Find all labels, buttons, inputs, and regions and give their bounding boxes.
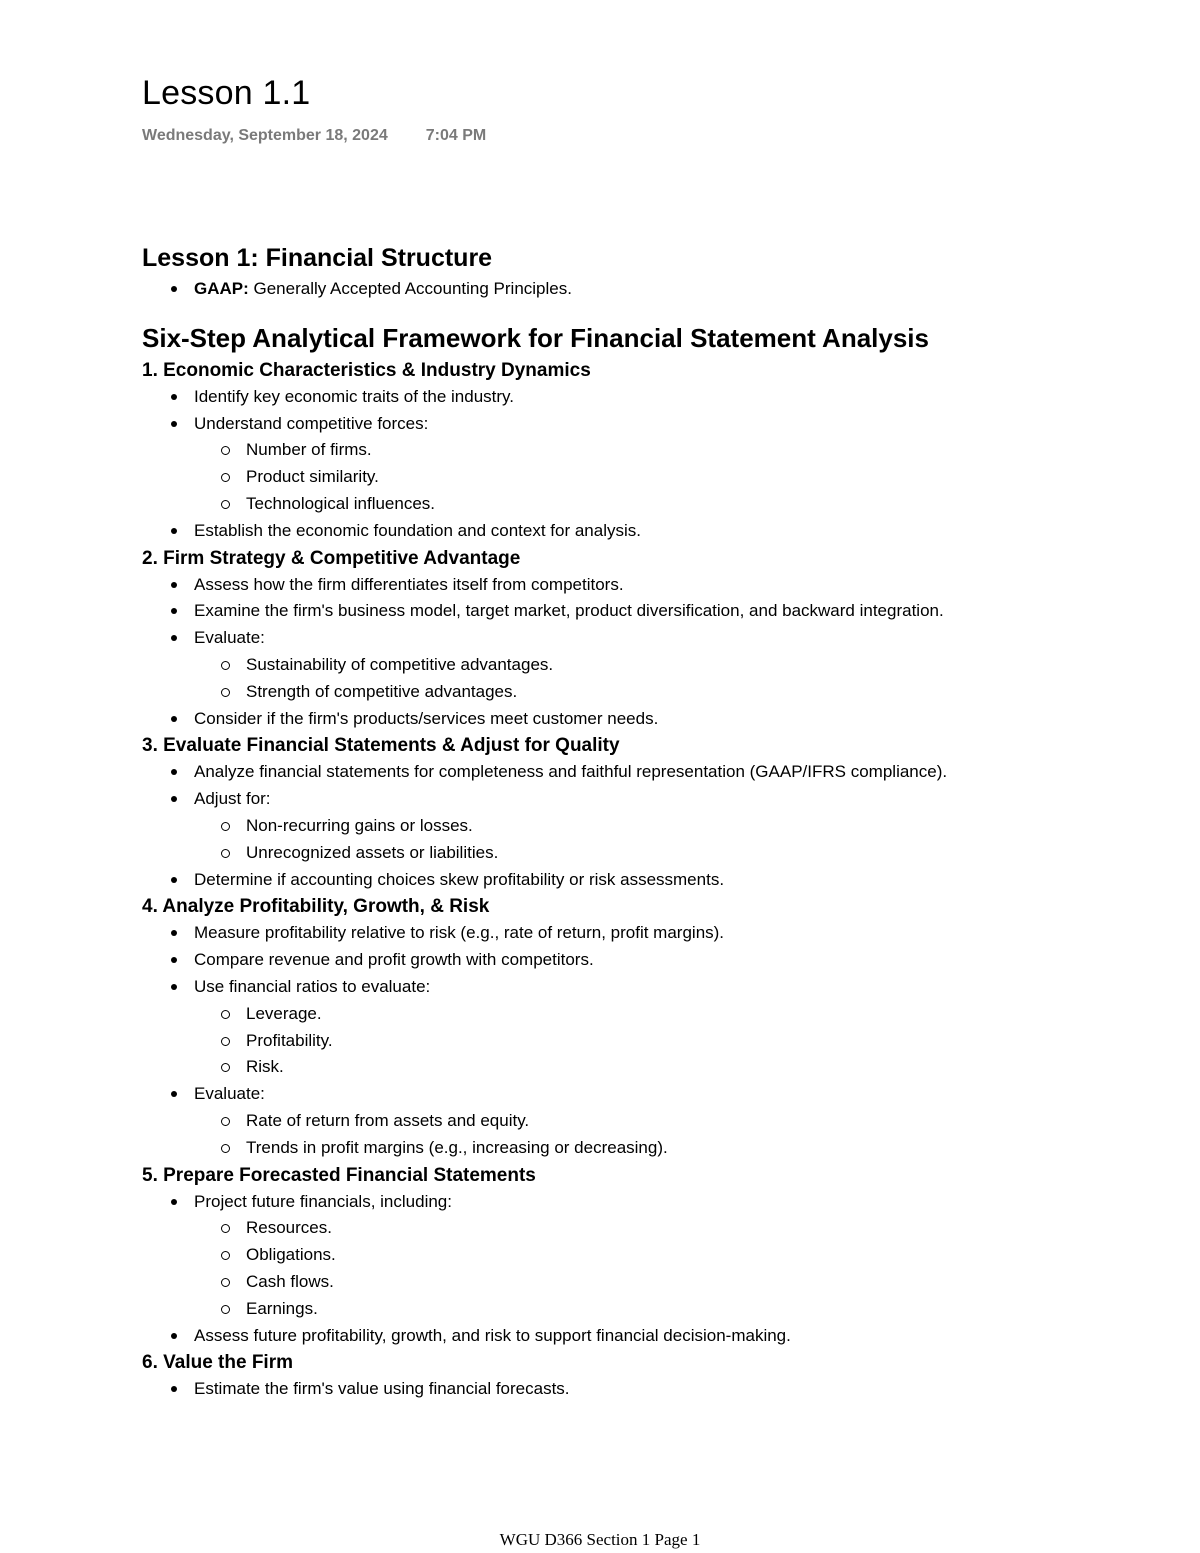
- step-heading: 1. Economic Characteristics & Industry Dynamics: [142, 359, 591, 381]
- list-item: [194, 1081, 1022, 1161]
- page-title: Lesson 1.1: [142, 74, 311, 112]
- sub-list-item: Non-recurring gains or losses.: [246, 813, 1022, 840]
- note-content: [142, 240, 1022, 1403]
- step-list: [142, 384, 1022, 545]
- list-item-text: Estimate the firm's value using financial forecasts.: [194, 1379, 570, 1399]
- list-item: [194, 947, 1022, 974]
- page-time: 7:04 PM: [425, 127, 487, 144]
- list-item-text: Identify key economic traits of the industry.: [194, 386, 514, 406]
- sub-list: [194, 652, 1022, 706]
- sub-list-item: Profitability.: [246, 1028, 1022, 1055]
- list-item: [194, 759, 1022, 786]
- sub-list-item: Product similarity.: [246, 464, 1022, 491]
- list-item: [194, 706, 1022, 733]
- sub-list-item: Leverage.: [246, 1001, 1022, 1028]
- step-heading: 5. Prepare Forecasted Financial Statements: [142, 1164, 536, 1186]
- list-item: [194, 276, 1022, 303]
- list-item-text: Evaluate:: [194, 628, 265, 648]
- sub-list-item: Strength of competitive advantages.: [246, 679, 1022, 706]
- sub-list-item: Rate of return from assets and equity.: [246, 1108, 1022, 1135]
- sub-list-item: Obligations.: [246, 1242, 1022, 1269]
- step-list: [142, 1376, 1022, 1403]
- list-item-text: Compare revenue and profit growth with competitors.: [194, 950, 594, 970]
- step-heading: 3. Evaluate Financial Statements & Adjust for Quality: [142, 735, 620, 757]
- step-list: [142, 1189, 1022, 1350]
- list-item-text: Assess how the firm differentiates itself from competitors.: [194, 574, 624, 594]
- sub-list: [194, 813, 1022, 867]
- list-item-text: Determine if accounting choices skew profitability or risk assessments.: [194, 869, 725, 889]
- list-item-text: Adjust for:: [194, 789, 271, 809]
- step-list: [142, 759, 1022, 893]
- list-item: [194, 1323, 1022, 1350]
- sub-list-item: Cash flows.: [246, 1269, 1022, 1296]
- list-item-text: Use financial ratios to evaluate:: [194, 976, 431, 996]
- list-item-text: Assess future profitability, growth, and risk to support financial decision-making.: [194, 1325, 791, 1345]
- steps-container: [142, 357, 1022, 1403]
- lesson-heading: Lesson 1: Financial Structure: [142, 244, 493, 272]
- list-item: [194, 384, 1022, 411]
- sub-list-item: Risk.: [246, 1054, 1022, 1081]
- list-item-text: Understand competitive forces:: [194, 413, 429, 433]
- sub-list: [194, 1108, 1022, 1162]
- list-item: [194, 598, 1022, 625]
- list-item-text: Analyze financial statements for completeness and faithful representation (GAAP/IFRS compliance).: [194, 762, 948, 782]
- step-heading: 4. Analyze Profitability, Growth, & Risk: [142, 896, 490, 918]
- sub-list-item: Resources.: [246, 1215, 1022, 1242]
- list-item-text: Measure profitability relative to risk (e.g., rate of return, profit margins).: [194, 923, 725, 943]
- sub-list: [194, 1001, 1022, 1081]
- sub-list-item: Trends in profit margins (e.g., increasing or decreasing).: [246, 1135, 1022, 1162]
- page-footer: WGU D366 Section 1 Page 1: [499, 1530, 701, 1549]
- list-item: [194, 411, 1022, 518]
- page-date: Wednesday, September 18, 2024: [142, 127, 388, 144]
- list-item-text: Establish the economic foundation and context for analysis.: [194, 520, 641, 540]
- sub-list-item: Number of firms.: [246, 437, 1022, 464]
- lesson-list: [142, 276, 1022, 303]
- page-meta: [142, 127, 486, 145]
- sub-list-item: Technological influences.: [246, 491, 1022, 518]
- list-item: [194, 625, 1022, 705]
- framework-heading: Six-Step Analytical Framework for Financial Statement Analysis: [142, 322, 929, 353]
- sub-list: [194, 1215, 1022, 1322]
- list-item: [194, 867, 1022, 894]
- list-item: [194, 572, 1022, 599]
- list-item-text: Project future financials, including:: [194, 1191, 452, 1211]
- list-item: [194, 1376, 1022, 1403]
- list-item-text: Examine the firm's business model, target market, product diversification, and backward integration.: [194, 601, 944, 621]
- gaap-definition: Generally Accepted Accounting Principles.: [248, 279, 572, 298]
- list-item-text: Consider if the firm's products/services meet customer needs.: [194, 708, 659, 728]
- sub-list-item: Unrecognized assets or liabilities.: [246, 840, 1022, 867]
- list-item: [194, 786, 1022, 866]
- sub-list-item: Sustainability of competitive advantages.: [246, 652, 1022, 679]
- sub-list-item: Earnings.: [246, 1296, 1022, 1323]
- list-item: [194, 974, 1022, 1081]
- list-item: [194, 518, 1022, 545]
- list-item-text: Evaluate:: [194, 1084, 265, 1104]
- gaap-term: GAAP:: [194, 279, 249, 298]
- list-item: [194, 920, 1022, 947]
- step-heading: 2. Firm Strategy & Competitive Advantage: [142, 547, 521, 569]
- list-item: [194, 1189, 1022, 1323]
- step-list: [142, 572, 1022, 733]
- step-heading: 6. Value the Firm: [142, 1352, 293, 1374]
- sub-list: [194, 437, 1022, 517]
- step-list: [142, 920, 1022, 1161]
